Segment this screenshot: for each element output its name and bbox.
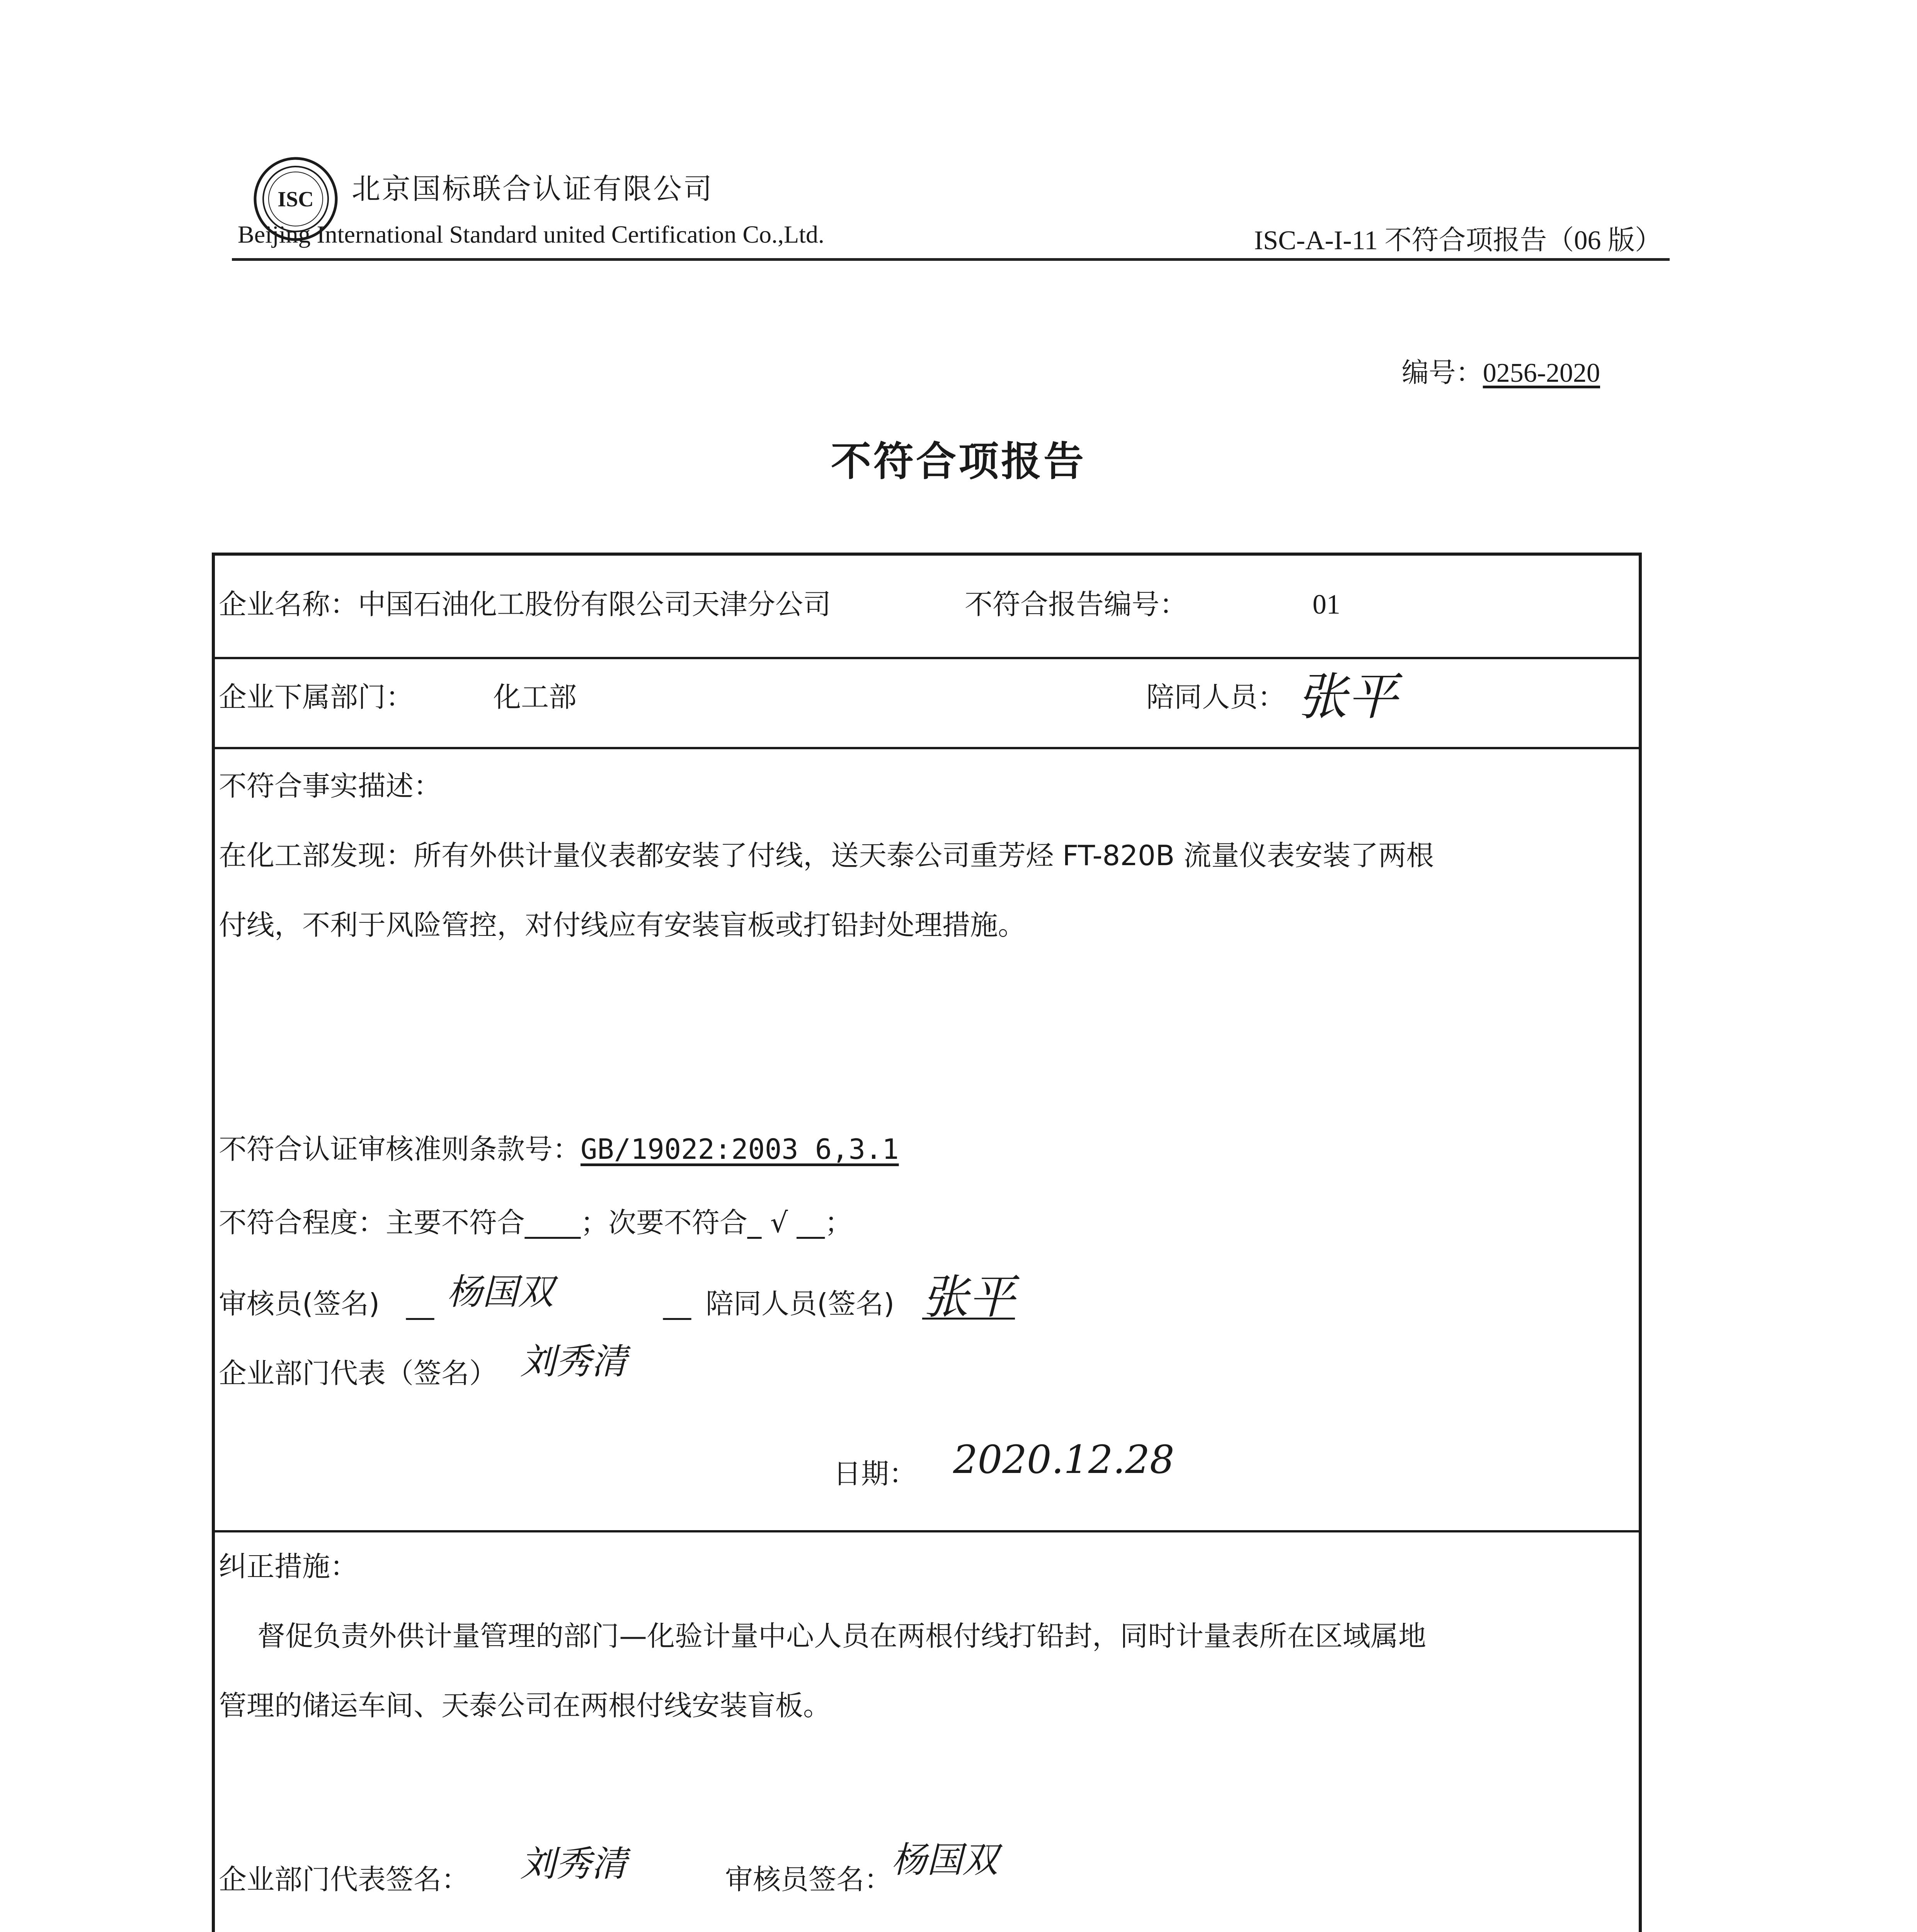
company-value: 中国石油化工股份有限公司天津分公司 [358, 588, 831, 621]
dept-rep-signature: 刘秀清 [520, 1341, 627, 1382]
report-form [212, 553, 1642, 1932]
serial-value: 0256-2020 [1483, 358, 1600, 388]
page-title: 不符合项报告 [831, 438, 1086, 485]
company-name-en: Beijing International Standard united Certification Co.,Ltd. [238, 221, 824, 248]
department-value: 化工部 [493, 681, 577, 713]
auditor-sign-line-b: __ [663, 1287, 691, 1320]
clause-value: GB/19022:2003 6,3.1 [581, 1133, 899, 1165]
clause-label [219, 1135, 899, 1163]
row-divider [215, 1530, 1639, 1532]
degree-end: ； [824, 1206, 853, 1239]
row-divider [215, 747, 1639, 749]
corrective-auditor-signature: 杨国双 [891, 1839, 998, 1881]
company-label: 企业名称： [219, 588, 358, 621]
degree-major-blank: ____ [525, 1206, 581, 1239]
auditor-sign-label: 审核员(签名) [219, 1287, 380, 1320]
auditor-sign-line-a: __ [406, 1287, 434, 1320]
escort-label: 陪同人员： [1146, 681, 1286, 713]
header-divider [232, 258, 1670, 261]
dept-rep-sign-label: 企业部门代表（签名） [219, 1357, 497, 1389]
form-code: ISC-A-I-11 不符合项报告（06 版） [1254, 226, 1662, 255]
degree-separator: ；次要不符合 [581, 1206, 748, 1239]
company-name-cn: 北京国标联合认证有限公司 [352, 172, 713, 206]
row-divider [215, 657, 1639, 659]
nonconformity-degree [219, 1206, 853, 1239]
corrective-line-1: 督促负责外供计量管理的部门—化验计量中心人员在两根付线打铅封，同时计量表所在区域属地 [257, 1620, 1427, 1652]
facts-line-1: 在化工部发现：所有外供计量仪表都安装了付线，送天泰公司重芳烃 FT-820B 流量仪表安装了两根 [219, 839, 1434, 872]
escort-signature: 张平 [1297, 667, 1398, 726]
corrective-line-2: 管理的储运车间、天泰公司在两根付线安装盲板。 [219, 1689, 831, 1722]
degree-minor-mark: _ √ __ [747, 1206, 825, 1239]
corrective-heading: 纠正措施： [219, 1550, 358, 1583]
facts-line-2: 付线，不利于风险管控，对付线应有安装盲板或打铅封处理措施。 [219, 909, 1026, 941]
facts-date-value: 2020.12.28 [953, 1437, 1175, 1482]
escort-sign-value: 张平 [922, 1270, 1015, 1324]
clause-label-text: 不符合认证审核准则条款号： [219, 1133, 581, 1165]
facts-heading: 不符合事实描述： [219, 770, 442, 802]
report-number-label: 不符合报告编号： [965, 588, 1188, 621]
serial-label: 编号： [1401, 357, 1483, 388]
department-label: 企业下属部门： [219, 681, 414, 713]
corrective-dept-rep-signature: 刘秀清 [520, 1843, 627, 1884]
corrective-auditor-label: 审核员签名： [725, 1863, 892, 1896]
logo-text: ISC [278, 187, 314, 211]
degree-label: 不符合程度：主要不符合 [219, 1206, 525, 1239]
escort-sign-label: 陪同人员(签名) [706, 1287, 895, 1320]
facts-date-label: 日期： [833, 1458, 917, 1490]
report-number-value: 01 [1313, 589, 1340, 620]
auditor-signature: 杨国双 [447, 1271, 554, 1313]
corrective-dept-rep-label: 企业部门代表签名： [219, 1863, 470, 1896]
serial-number [1402, 351, 1600, 390]
